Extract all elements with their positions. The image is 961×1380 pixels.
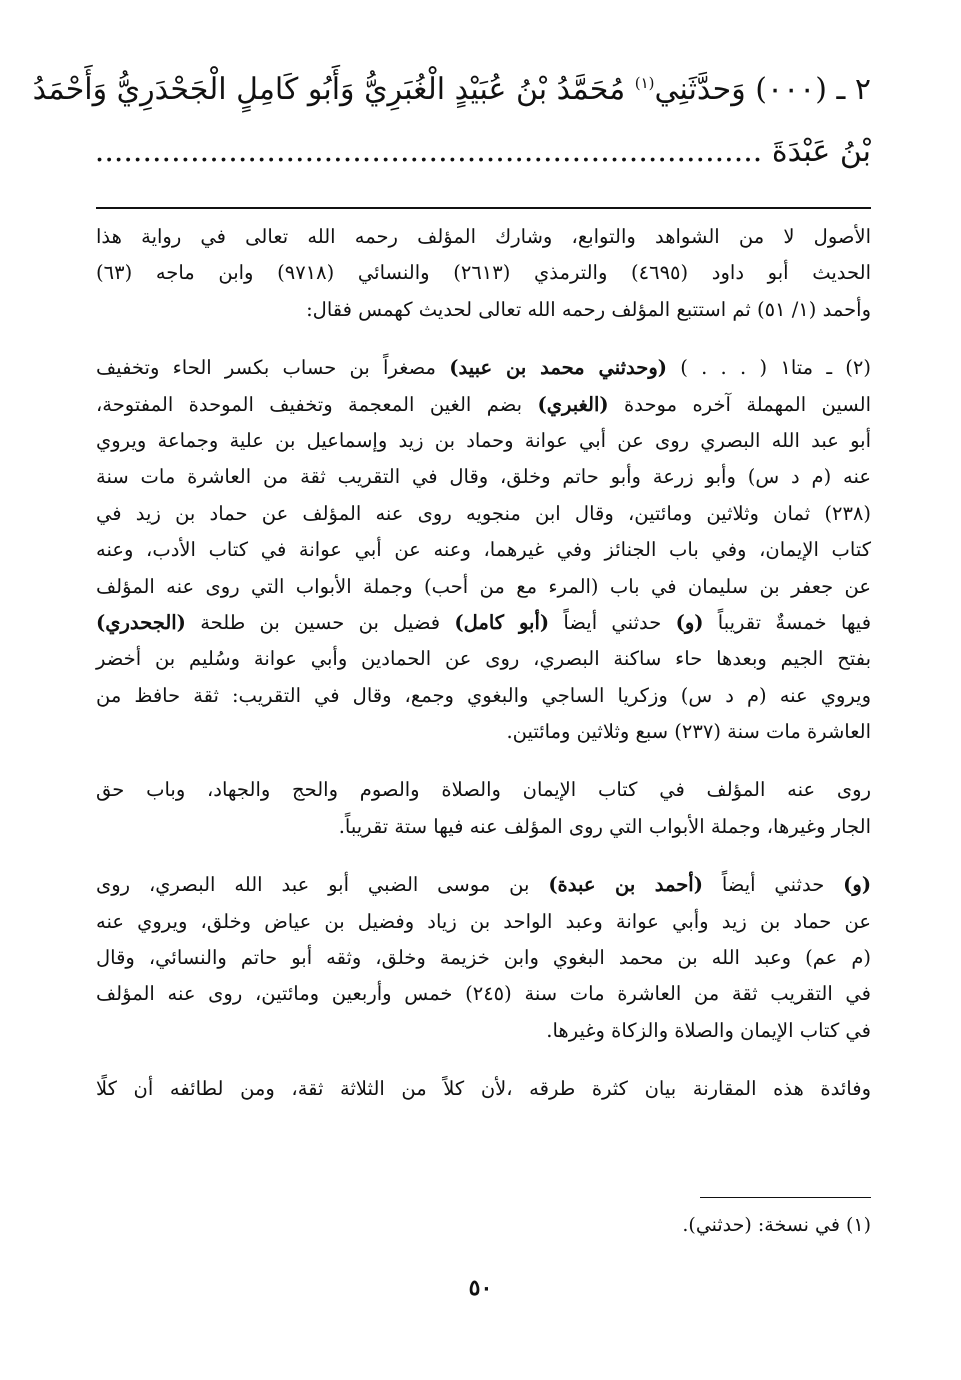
hadith-text-line-1	[32, 72, 871, 107]
commentary-line: الحديث أبو داود (٤٦٩٥) والترمذي (٢٦١٣) والنسائي (٩٧١٨) وابن ماجه (٦٣)	[96, 261, 871, 285]
commentary-line: في التقريب ثقة من العاشرة مات سنة (٢٤٥) خمس وأربعين ومائتين، روى عنه المؤلف	[96, 982, 872, 1006]
commentary-paragraph-1	[96, 219, 871, 328]
commentary-line: وأحمد (١/ ٥١) ثم استتبع المؤلف رحمه الله تعالى لحديث كهمس فقال:	[306, 297, 871, 321]
commentary-line: (م عم) وعبد الله بن محمد البغوي وابن خزيمة وخلق، وثقه أبو حاتم والنسائي، وقال	[96, 946, 871, 970]
narrator-nisba: (الغبري)	[537, 392, 609, 416]
commentary-text: فضيل بن حسين بن طلحة	[200, 610, 441, 634]
commentary-line: كتاب الإيمان، وفي باب الجنائز وفي غيرهما، وعنه عن أبي عوانة في كتاب الأدب، وعنه	[96, 538, 871, 562]
commentary-line: الأصول لا من الشواهد والتوابع، وشارك المؤلف رحمه الله تعالى في رواية هذا	[96, 225, 871, 248]
commentary-line: روى عنه المؤلف في كتاب الإيمان والصلاة والصوم والحج والجهاد، وباب حق	[96, 778, 871, 802]
commentary-line: في كتاب الإيمان والصلاة والزكاة وغيرها.	[546, 1018, 871, 1042]
narrator-name: (أحمد بن عبدة)	[548, 873, 703, 897]
hadith-opening: ٢ ـ (٠٠٠) وَحدَّثَنِي	[654, 72, 871, 107]
commentary-line: أبو عبد الله البصري روى عن أبي عوانة وحماد بن زيد وإسماعيل بن علية وجماعة ويروي	[96, 428, 871, 452]
commentary-line: عن حماد بن زيد وأبي عوانة وعبد الواحد بن زياد وفضيل بن عياض وخلق، ويروي عنه	[96, 909, 871, 933]
page-number: ٥٠	[468, 1275, 493, 1301]
conjunction-marker: (و)	[675, 610, 704, 634]
commentary-line: (٢٣٨) ثمان وثلاثين ومائتين، وقال ابن منجويه روى عنه المؤلف عن حماد بن زيد في	[96, 501, 871, 525]
commentary-paragraph-4	[96, 867, 871, 1049]
narrator-name: (أبو كامل)	[454, 610, 550, 634]
narrator-name: (وحدثني محمد بن عبيد)	[449, 356, 667, 380]
footnote-rule	[700, 1197, 871, 1198]
commentary-line	[96, 605, 871, 641]
commentary-text: حدثني أيضاً	[563, 610, 662, 634]
commentary-line: وفائدة هذه المقارنة بيان كثرة طرقه ،لأن كلاً من الثلاثة ثقة، ومن لطائفه أن كلًا	[96, 1077, 871, 1101]
commentary-text: بن موسى الضبي أبو عبد الله البصري، روى	[96, 873, 530, 897]
commentary-line	[96, 867, 871, 903]
commentary-paragraph-5	[96, 1071, 871, 1107]
hadith-number: (٢) ـ متا١ ( . . . )	[680, 356, 872, 380]
commentary-line: الجار وغيرها، وجملة الأبواب التي روى المؤلف عنه فيها ستة تقريباً.	[338, 814, 871, 838]
commentary-line: بفتح الجيم وبعدها حاء ساكنة البصري، روى عن الحمادين وأبي عوانة وسُليم بن أخضر	[96, 647, 871, 671]
commentary-line	[96, 350, 871, 386]
commentary-text: فيها خمسةٌ تقريباً	[717, 610, 872, 634]
separator-rule	[96, 207, 871, 209]
commentary-line	[96, 387, 871, 423]
omission-dots: ......................................................................	[94, 134, 763, 169]
footnote: (١) في نسخة: (حدثني).	[682, 1214, 871, 1236]
commentary-body	[96, 219, 871, 1130]
commentary-paragraph-3	[96, 772, 871, 845]
commentary-line: العاشرة مات سنة (٢٣٧) سبع وثلاثين ومائتين.	[506, 720, 871, 744]
commentary-text: مصغراً بن حساب بكسر الحاء وتخفيف	[96, 356, 436, 380]
commentary-line: عن جعفر بن سليمان في باب (المرء مع من أحب) وجملة الأبواب التي روى عنه المؤلف	[96, 574, 871, 598]
hadith-text-line-2	[96, 134, 871, 169]
hadith-narrators: مُحَمَّدُ بْنُ عُبَيْدٍ الْغُبَرِيُّ وَأَبُو كَامِلٍ الْجَحْدَرِيُّ وَأَحْمَدُ	[32, 72, 626, 107]
commentary-text: حدثني أيضاً	[721, 873, 825, 897]
commentary-text: السين المهملة آخره موحدة	[624, 392, 872, 416]
conjunction-marker: (و)	[843, 873, 872, 897]
commentary-paragraph-2	[96, 350, 871, 750]
commentary-text: بضم الغين المعجمة وتخفيف الموحدة المفتوحة،	[96, 392, 523, 416]
narrator-nisba: (الجحدري)	[96, 610, 186, 634]
commentary-line: ويروي عنه (م د س) وزكريا الساجي والبغوي وجمع، وقال في التقريب: ثقة حافظ من	[96, 683, 871, 707]
footnote-marker[interactable]: (١)	[634, 74, 655, 92]
hadith-narrator-end: بْنُ عَبْدَةَ	[771, 134, 871, 169]
commentary-line: عنه (م د س) وأبو زرعة وأبو حاتم وخلق، وقال في التقريب ثقة من العاشرة مات سنة	[96, 465, 871, 489]
